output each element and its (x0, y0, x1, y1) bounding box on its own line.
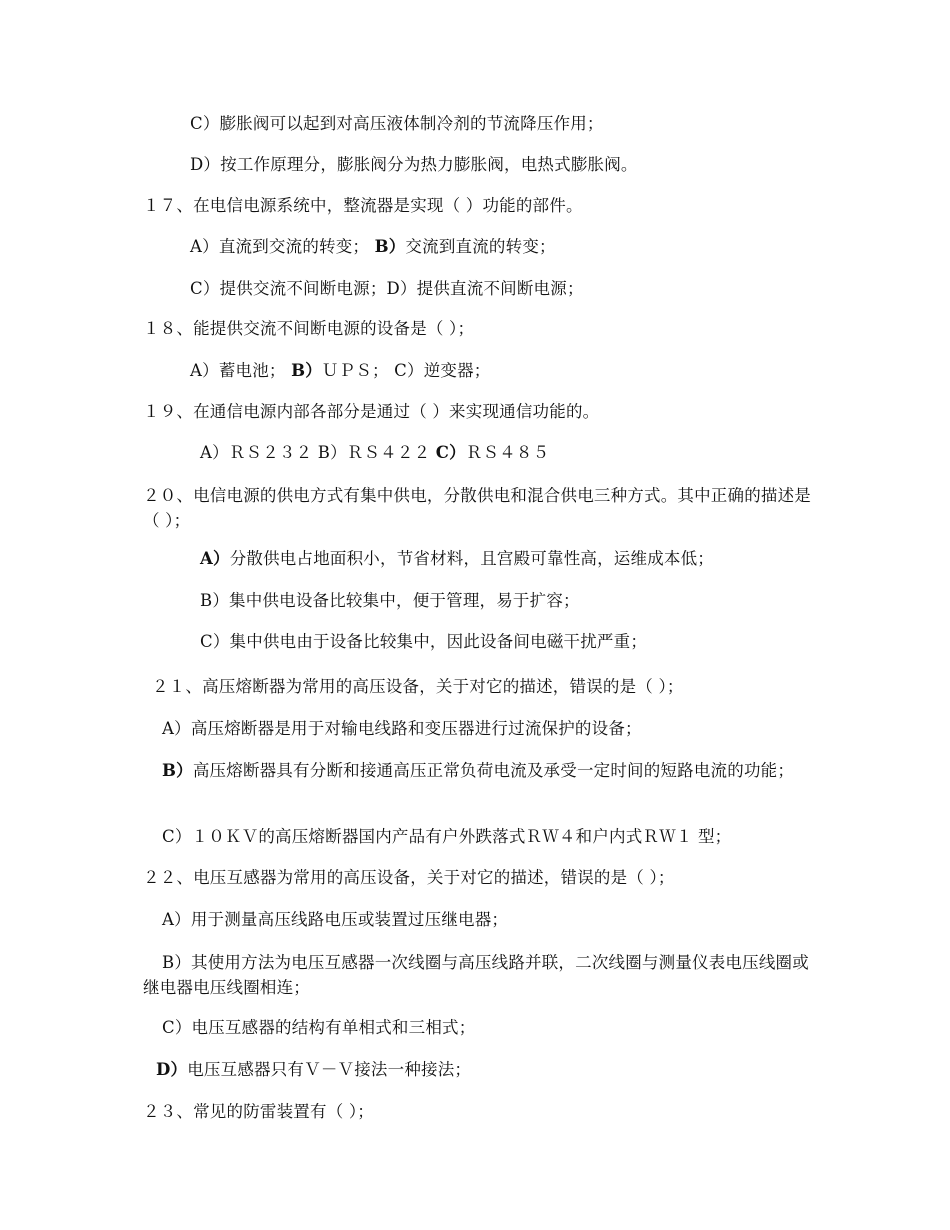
bold-answer-marker: D） (156, 1060, 188, 1079)
text-line (190, 152, 638, 177)
text-span: 分散供电占地面积小，节省材料，且宫殿可靠性高，运维成本低； (229, 549, 715, 568)
text-span: D）按工作原理分，膨胀阀分为热力膨胀阀，电热式膨胀阀。 (190, 155, 638, 174)
question-17 (143, 193, 583, 218)
text-line (162, 907, 508, 932)
text-span: C）电压互感器的结构有单相式和三相式； (162, 1018, 476, 1037)
question-20 (143, 483, 813, 533)
text-span: １８、能提供交流不间断电源的设备是（ ）； (143, 319, 475, 338)
text-span: １９、在通信电源内部各部分是通过（ ）来实现通信功能的。 (143, 402, 600, 421)
text-line (190, 111, 604, 136)
text-span: ２０、电信电源的供电方式有集中供电，分散供电和混合供电三种方式。其中正确的描述是（ ）； (143, 486, 811, 530)
text-span: A）直流到交流的转变； (190, 237, 375, 256)
text-line (200, 629, 647, 654)
text-span: A）蓄电池； (190, 361, 292, 380)
text-line (200, 588, 580, 613)
text-span: ＲＳ４８５ (465, 443, 550, 462)
question-18 (143, 316, 474, 341)
text-span: C）１０ＫＶ的高压熔断器国内产品有户外跌落式ＲＷ４和户内式ＲＷ１ 型； (162, 827, 732, 846)
text-span: ＵＰＳ； C）逆变器； (321, 361, 491, 380)
text-span: １７、在电信电源系统中，整流器是实现（ ）功能的部件。 (143, 196, 583, 215)
text-line (156, 1057, 471, 1082)
text-span: A）用于测量高压线路电压或装置过压继电器； (162, 910, 509, 929)
text-line (200, 546, 714, 571)
text-span: 高压熔断器具有分断和接通高压正常负荷电流及承受一定时间的短路电流的功能； (192, 761, 795, 780)
question-22 (143, 865, 675, 890)
bold-answer-marker: B） (162, 761, 193, 780)
bold-answer-marker: B） (374, 237, 406, 256)
text-span: C）膨胀阀可以起到对高压液体制冷剂的节流降压作用； (190, 114, 604, 133)
text-span: ２３、常见的防雷装置有（ ）； (143, 1102, 374, 1121)
text-line (162, 716, 642, 741)
text-line (162, 824, 731, 849)
question-21 (152, 674, 684, 699)
text-span: ２２、电压互感器为常用的高压设备，关于对它的描述，错误的是（ ）； (143, 868, 675, 887)
question-23 (143, 1099, 374, 1124)
text-line (190, 234, 556, 259)
text-span: C）提供交流不间断电源；D）提供直流不间断电源； (190, 279, 584, 298)
bold-answer-marker: A） (200, 549, 230, 568)
text-line (143, 758, 815, 783)
text-line (143, 950, 815, 1000)
text-span: A）ＲＳ２３２ B）ＲＳ４２２ (200, 443, 436, 462)
text-span: 电压互感器只有Ｖ－Ｖ接法一种接法； (187, 1060, 472, 1079)
text-span: B）其使用方法为电压互感器一次线圈与高压线路并联，二次线圈与测量仪表电压线圈或继电器电压线圈相连； (143, 953, 809, 997)
text-span: A）高压熔断器是用于对输电线路和变压器进行过流保护的设备； (162, 719, 642, 738)
text-line (162, 1015, 475, 1040)
bold-answer-marker: C） (435, 443, 466, 462)
question-19 (143, 399, 599, 424)
text-span: ２１、高压熔断器为常用的高压设备，关于对它的描述，错误的是（ ）； (152, 677, 684, 696)
bold-answer-marker: B） (291, 361, 322, 380)
text-line (190, 276, 584, 301)
text-span: C）集中供电由于设备比较集中，因此设备间电磁干扰严重； (200, 632, 648, 651)
text-line (190, 358, 491, 383)
text-span: B）集中供电设备比较集中，便于管理，易于扩容； (200, 591, 580, 610)
text-line (200, 440, 549, 465)
text-span: 交流到直流的转变； (405, 237, 556, 256)
